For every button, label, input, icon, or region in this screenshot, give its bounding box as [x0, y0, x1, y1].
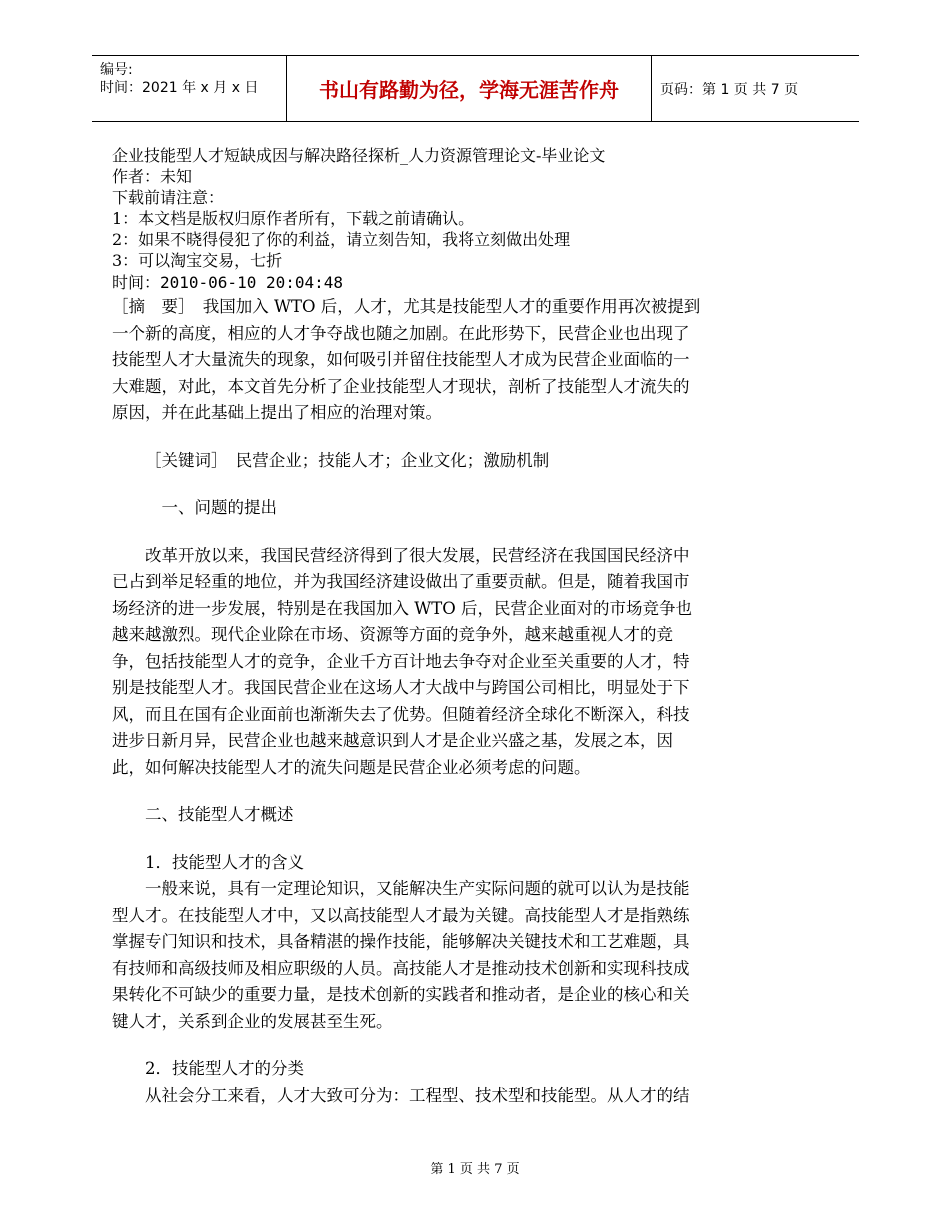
- abstract-line: ［摘 要］ 我国加入 WTO 后，人才，尤其是技能型人才的重要作用再次被提到: [112, 297, 701, 316]
- header-motto-cell: [286, 56, 652, 121]
- notice-item: 1：本文档是版权归原作者所有，下载之前请确认。: [112, 209, 475, 228]
- keywords: ［关键词］ 民营企业；技能人才；企业文化；激励机制: [145, 450, 550, 470]
- section-heading: 二、技能型人才概述: [145, 805, 294, 824]
- subsection-heading: 1．技能型人才的含义: [145, 852, 304, 872]
- paragraph-line: 型人才。在技能型人才中，又以高技能型人才最为关键。高技能型人才是指熟练: [112, 905, 690, 925]
- page-footer: 第 1 页 共 7 页: [430, 1162, 520, 1177]
- subsection-heading: 2．技能型人才的分类: [145, 1059, 304, 1078]
- abstract-line: 一个新的高度，相应的人才争夺战也随之加剧。在此形势下，民营企业也出现了: [112, 323, 690, 343]
- paragraph-line: 掌握专门知识和技术，具备精湛的操作技能，能够解决关键技术和工艺难题，具: [112, 932, 690, 951]
- paragraph-line: 别是技能型人才。我国民营企业在这场人才大战中与跨国公司相比，明显处于下: [112, 678, 690, 697]
- header-meta: [92, 56, 286, 121]
- paragraph-line: 风，而且在国有企业面前也渐渐失去了优势。但随着经济全球化不断深入，科技: [112, 704, 690, 724]
- document-author: 作者：未知: [112, 167, 193, 186]
- document-time: 时间：2010-06-10 20:04:48: [112, 273, 344, 292]
- paragraph-line: 进步日新月异，民营企业也越来越意识到人才是企业兴盛之基，发展之本，因: [112, 731, 673, 750]
- paragraph-line: 键人才，关系到企业的发展甚至生死。: [112, 1011, 393, 1031]
- paragraph-line: 果转化不可缺少的重要力量，是技术创新的实践者和推动者，是企业的核心和关: [112, 985, 690, 1004]
- header-number-label: 编号:: [100, 62, 133, 78]
- paragraph-line: 改革开放以来，我国民营经济得到了很大发展，民营经济在我国国民经济中: [145, 545, 690, 565]
- notice-item: 3：可以淘宝交易，七折: [112, 251, 283, 270]
- paragraph-line: 争，包括技能型人才的竞争，企业千方百计地去争夺对企业至关重要的人才，特: [112, 651, 690, 671]
- paragraph-line: 从社会分工来看，人才大致可分为：工程型、技术型和技能型。从人才的结: [145, 1085, 690, 1105]
- header-time-label: 时间：2021 年 x 月 x 日: [100, 80, 259, 96]
- header-page-info: 页码：第 1 页 共 7 页: [660, 81, 799, 98]
- document-title: 企业技能型人才短缺成因与解决路径探析_人力资源管理论文-毕业论文: [112, 146, 606, 165]
- download-notice: 下载前请注意：: [112, 188, 225, 207]
- paragraph-line: 场经济的进一步发展，特别是在我国加入 WTO 后，民营企业面对的市场竞争也: [112, 598, 692, 618]
- section-heading: 一、问题的提出: [161, 498, 277, 517]
- abstract-line: 原因，并在此基础上提出了相应的治理对策。: [112, 403, 442, 422]
- document-body: [112, 145, 772, 1109]
- abstract: [112, 294, 772, 1109]
- page-header: [92, 55, 859, 122]
- header-motto: 书山有路勤为径，学海无涯苦作舟: [319, 78, 619, 102]
- paragraph-line: 此，如何解决技能型人才的流失问题是民营企业必须考虑的问题。: [112, 757, 591, 777]
- abstract-line: 技能型人才大量流失的现象，如何吸引并留住技能型人才成为民营企业面临的一: [112, 350, 690, 369]
- paragraph-line: 一般来说，具有一定理论知识，又能解决生产实际问题的就可以认为是技能: [145, 879, 690, 898]
- notice-item: 2：如果不晓得侵犯了你的利益，请立刻告知，我将立刻做出处理: [112, 230, 571, 249]
- abstract-line: 大难题，对此，本文首先分析了企业技能型人才现状，剖析了技能型人才流失的: [112, 376, 690, 396]
- paragraph-line: 有技师和高级技师及相应职级的人员。高技能人才是推动技术创新和实现科技成: [112, 958, 690, 978]
- paragraph-line: 越来越激烈。现代企业除在市场、资源等方面的竞争外，越来越重视人才的竞: [112, 625, 673, 644]
- paragraph-line: 已占到举足轻重的地位，并为我国经济建设做出了重要贡献。但是，随着我国市: [112, 572, 690, 591]
